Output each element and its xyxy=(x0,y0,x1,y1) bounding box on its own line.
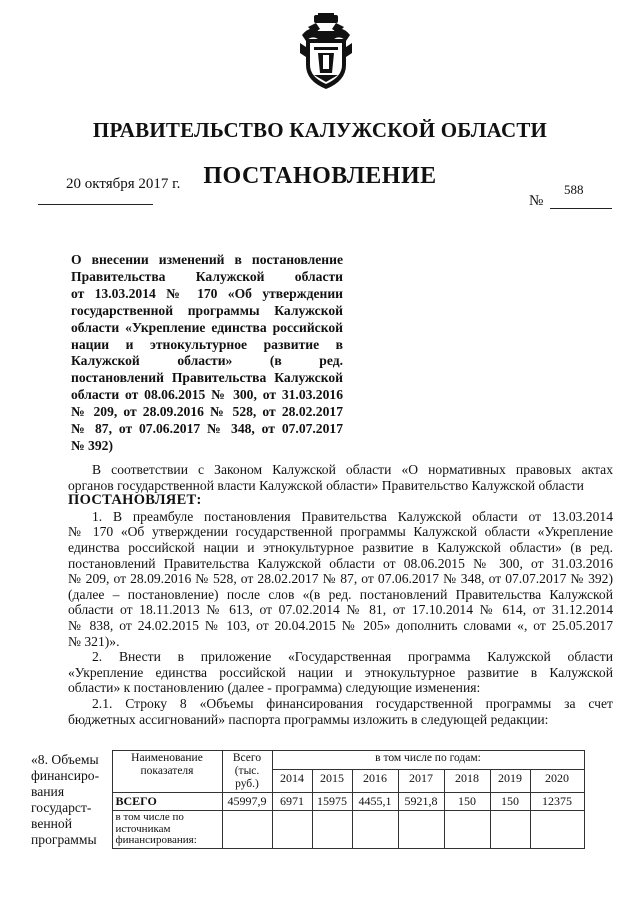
empty-cell xyxy=(222,811,272,849)
date-underline xyxy=(38,204,153,205)
year-value-cell: 150 xyxy=(490,793,530,811)
financing-table xyxy=(28,750,585,849)
row-label-line: финансиро- xyxy=(31,767,100,783)
subject-line: № 87, от 07.06.2017 № 348, от 07.07.2017 xyxy=(71,421,343,437)
row-label-line: «8. Объемы xyxy=(31,751,99,767)
document-body xyxy=(68,462,613,727)
year-value-cell: 4455,1 xyxy=(352,793,398,811)
year-value-cell: 6971 xyxy=(272,793,312,811)
subject-line: нации и этнокультурное развитие в xyxy=(71,336,343,352)
column-header-total xyxy=(222,751,272,793)
item-2-1-line: бюджетных ассигнований» паспорта программы изложить в следующей редакции: xyxy=(68,711,549,727)
document-date: 20 октября 2017 г. xyxy=(66,176,181,192)
item-1-line: постановлений Правительства Калужской области от 08.06.2015 № 300, от 31.03.2016 xyxy=(68,555,613,571)
subject-line: государственной программы Калужской xyxy=(71,302,343,318)
year-cell: 2020 xyxy=(530,770,584,793)
row-label-cell xyxy=(28,751,112,849)
empty-cell xyxy=(398,811,444,849)
preamble-line: В соответствии с Законом Калужской области «О нормативных правовых актах xyxy=(92,462,613,477)
empty-cell xyxy=(444,811,490,849)
government-name: ПРАВИТЕЛЬСТВО КАЛУЖСКОЙ ОБЛАСТИ xyxy=(92,118,548,142)
subject-line: от 13.03.2014 № 170 «Об утверждении xyxy=(71,285,343,301)
decree-word: ПОСТАНОВЛЯЕТ: xyxy=(68,492,202,509)
empty-cell xyxy=(490,811,530,849)
row-label-line: вания xyxy=(31,783,65,799)
item-1-line: единства российской нации и этнокультурное развитие в Калужской области» (в ред. xyxy=(68,539,613,555)
header-line: (тыс. xyxy=(234,765,260,777)
item-1-line: (далее – постановление) после слов «(в ред. постановлений Правительства Калужской xyxy=(68,586,613,602)
empty-cell xyxy=(352,811,398,849)
empty-cell xyxy=(530,811,584,849)
item-1-line: № 209, от 28.09.2016 № 528, от 28.02.2017 № 87, от 07.06.2017 № 348, от 07.07.2017 № 392) xyxy=(68,571,613,587)
year-cell: 2018 xyxy=(444,770,490,793)
sources-line: в том числе по xyxy=(115,811,184,824)
item-2-line: 2. Внести в приложение «Государственная программа Калужской области xyxy=(92,649,613,665)
item-1-line: 1. В преамбуле постановления Правительства Калужской области от 13.03.2014 xyxy=(92,508,613,524)
preamble-line: органов государственной власти Калужской области» Правительство Калужской области xyxy=(68,477,584,493)
coat-of-arms-icon xyxy=(296,13,356,93)
row-label-line: венной xyxy=(31,815,72,831)
subject-line: № 392) xyxy=(71,437,113,453)
item-2-line: области» к постановлению (далее - программа) следующие изменения: xyxy=(68,680,481,696)
total-value-cell: 45997,9 xyxy=(222,793,272,811)
year-cell: 2015 xyxy=(312,770,352,793)
subject-line: О внесении изменений в постановление xyxy=(71,252,343,267)
column-header-name xyxy=(112,751,222,793)
header-line: руб.) xyxy=(235,778,259,790)
document-subject xyxy=(71,252,343,455)
item-1-line: области от 18.11.2013 № 613, от 07.02.2014 № 81, от 17.10.2014 № 614, от 31.12.2014 xyxy=(68,602,613,618)
sources-line: финансирования: xyxy=(115,834,197,847)
year-value-cell: 150 xyxy=(444,793,490,811)
header-line: показателя xyxy=(140,764,194,777)
subject-line: постановлений Правительства Калужской xyxy=(71,370,343,386)
document-type: ПОСТАНОВЛЕНИЕ xyxy=(203,163,437,189)
subject-line: Правительства Калужской области xyxy=(71,268,343,284)
item-1-line: № 321)». xyxy=(68,633,120,649)
total-label-cell: ВСЕГО xyxy=(112,793,222,811)
item-1-line: № 170 «Об утверждении государственной программы Калужской области «Укрепление xyxy=(68,524,613,540)
subject-line: области «Укрепление единства российской xyxy=(71,319,343,335)
number-underline xyxy=(550,208,612,209)
subject-line: № 209, от 28.09.2016 № 528, от 28.02.2017 xyxy=(71,404,343,420)
row-label-line: программы xyxy=(31,831,97,847)
years-header: в том числе по годам: xyxy=(272,751,584,770)
year-cell: 2019 xyxy=(490,770,530,793)
sources-label-cell xyxy=(112,811,222,849)
subject-line: области от 08.06.2015 № 300, от 31.03.2016 xyxy=(71,387,343,403)
item-1-line: № 838, от 24.02.2015 № 103, от 20.04.2015 № 205» дополнить словами «, от 25.05.2017 xyxy=(68,617,613,633)
year-value-cell: 15975 xyxy=(312,793,352,811)
sources-line: источникам xyxy=(115,822,171,835)
year-value-cell: 5921,8 xyxy=(398,793,444,811)
subject-line: Калужской области» (в ред. xyxy=(71,353,343,369)
empty-cell xyxy=(272,811,312,849)
empty-cell xyxy=(312,811,352,849)
header-line: Всего xyxy=(232,752,262,764)
year-value-cell: 12375 xyxy=(530,793,584,811)
year-cell: 2014 xyxy=(272,770,312,793)
item-2-line: «Укрепление единства российской нации и этнокультурное развитие в Калужской xyxy=(68,664,613,680)
row-label-line: государст- xyxy=(31,799,92,815)
header-line: Наименование xyxy=(131,752,203,764)
document-number: 588 xyxy=(564,182,584,197)
number-label: № xyxy=(529,193,544,209)
year-cell: 2016 xyxy=(352,770,398,793)
item-2-1-line: 2.1. Строку 8 «Объемы финансирования государственной программы за счет xyxy=(92,695,613,711)
year-cell: 2017 xyxy=(398,770,444,793)
